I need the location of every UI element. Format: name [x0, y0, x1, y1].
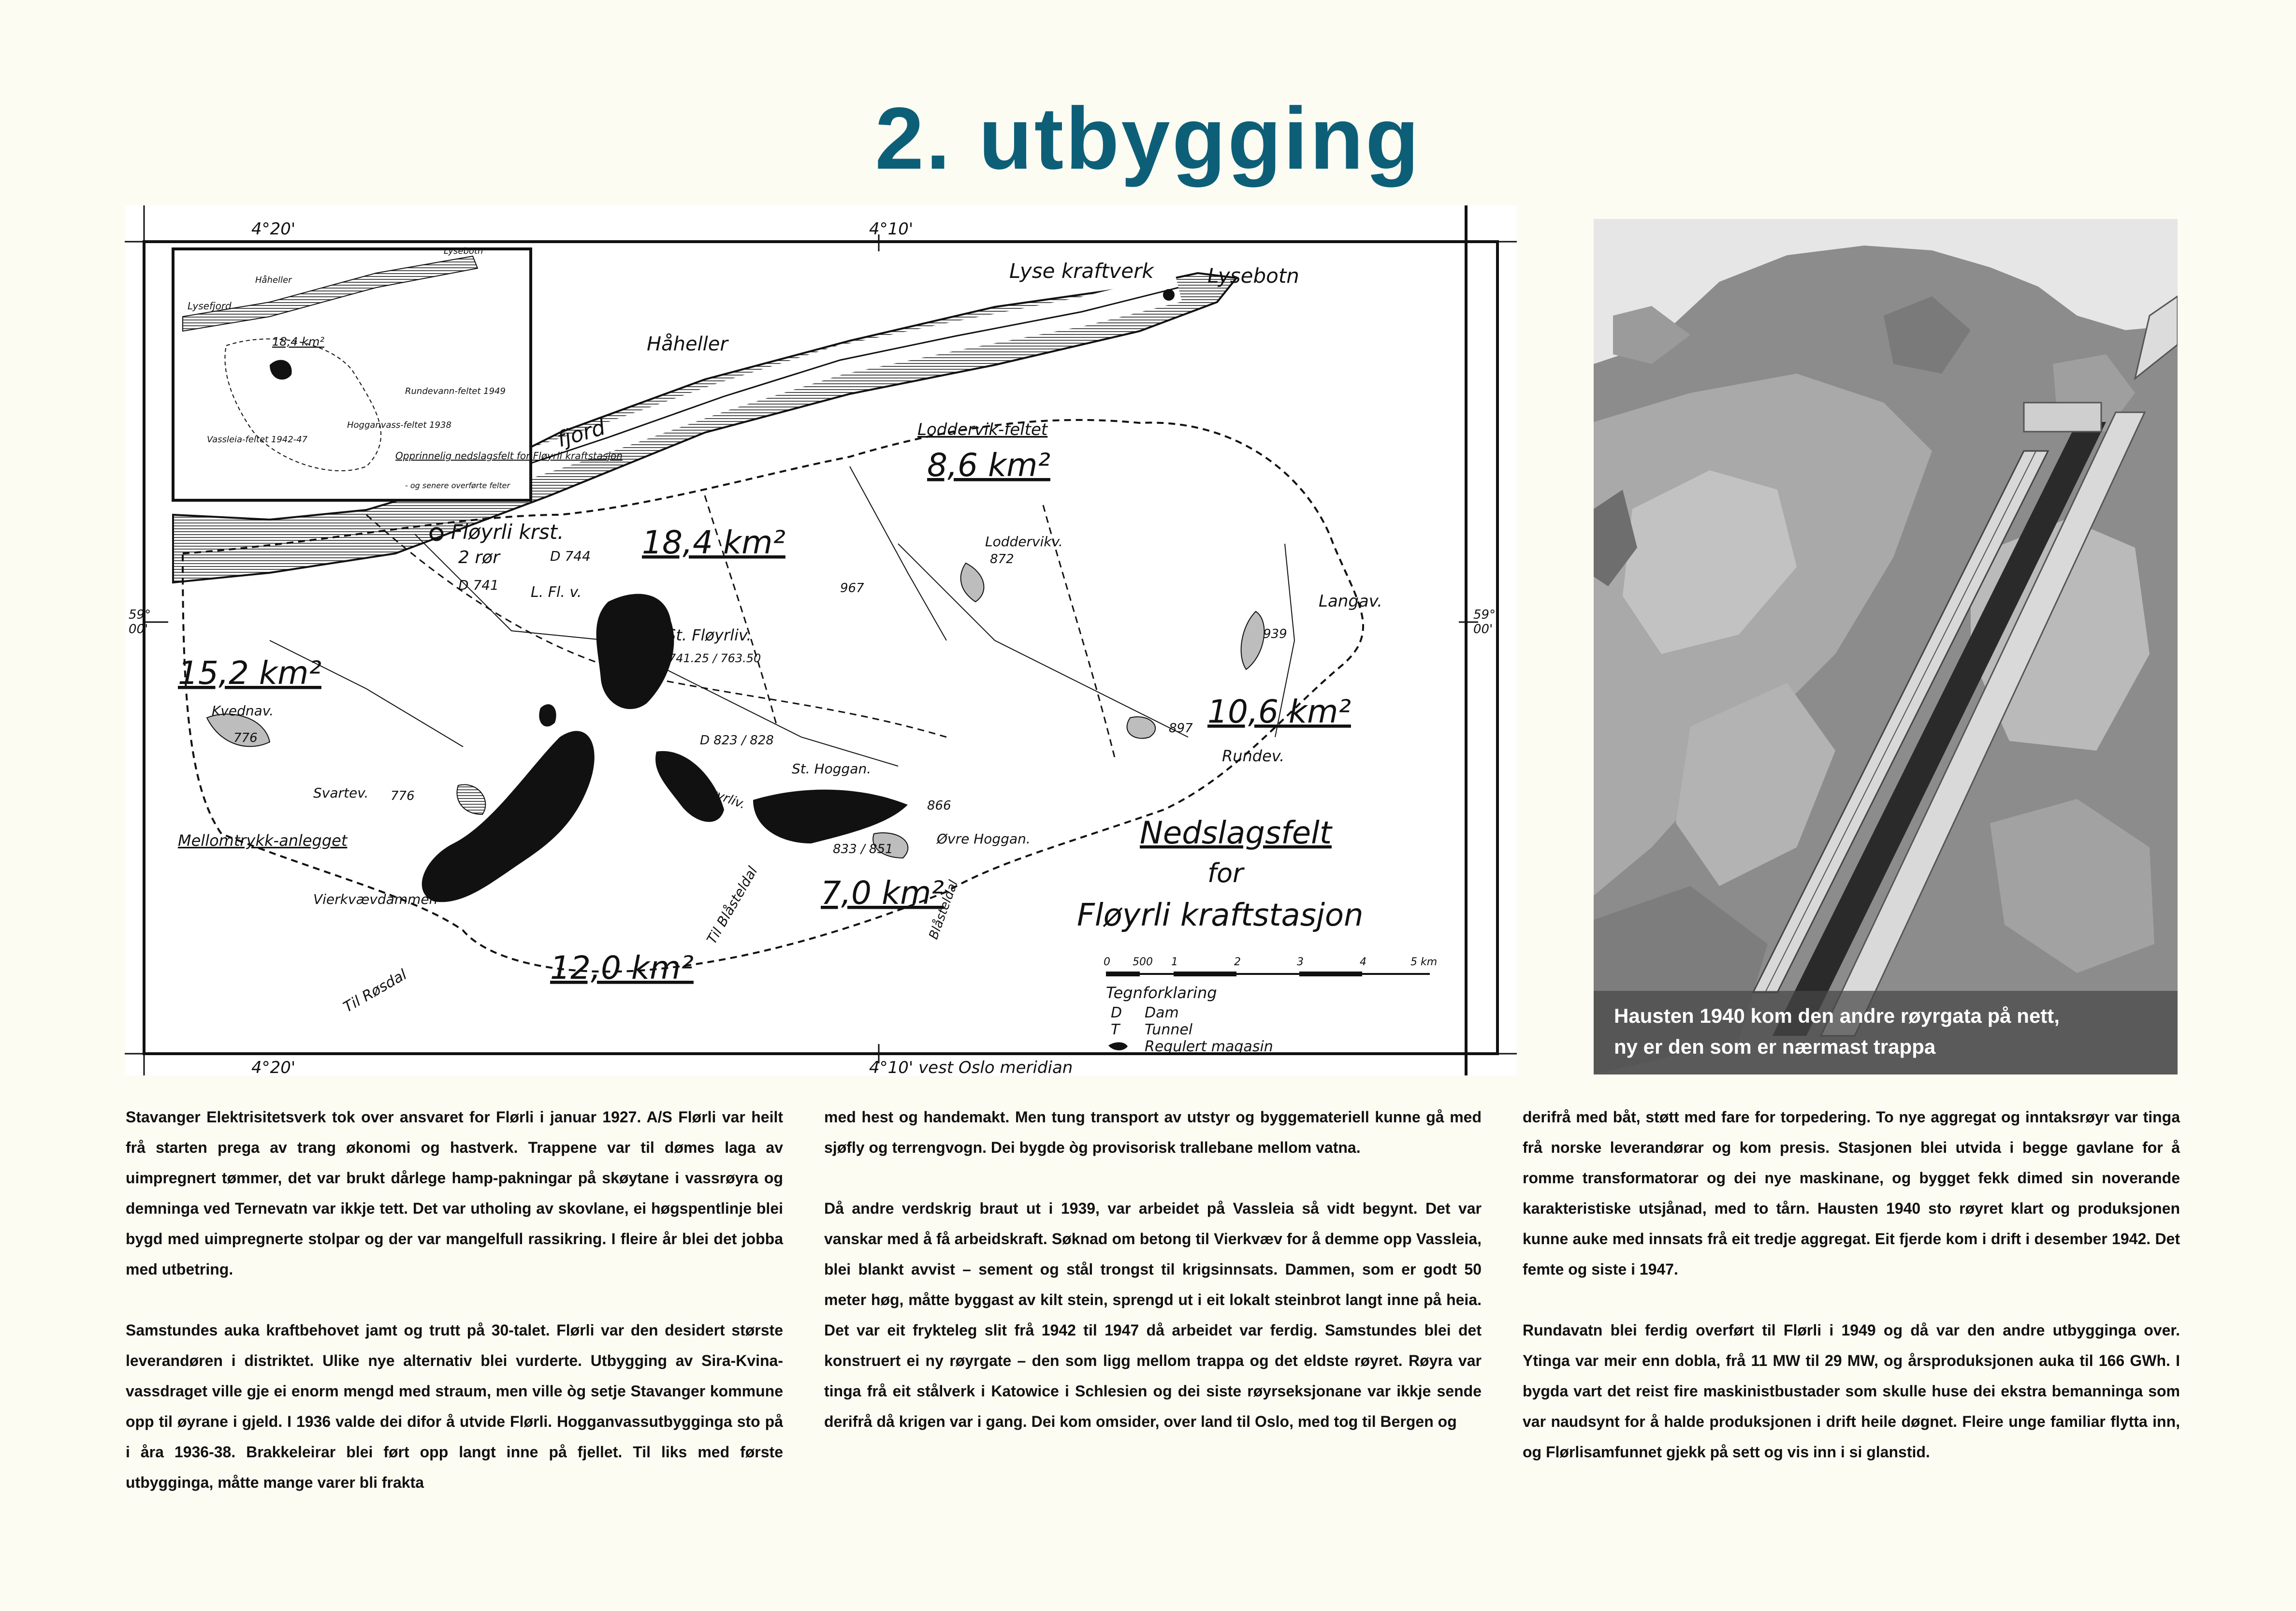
label-lodderviksfeltet: Loddervik-feltet — [917, 420, 1048, 439]
label-st-hoggan: St. Hoggan. — [792, 761, 872, 777]
area-8-6: 8,6 km² — [927, 447, 1050, 484]
label-st-floyrliv-levels: 741.25 / 763.50 — [668, 652, 761, 665]
label-l-fl-v: L. Fl. v. — [531, 584, 582, 601]
paragraph: Stavanger Elektrisitetsverk tok over ansvaret for Flørli i januar 1927. A/S Flørli var heilt frå starten prega av trang økonomi og hastverk. Trappene var til dømes laga av uimpregnert tømmer, det var brukt dårlege hamp-pakningar på skøytane i vassrøyra og demninga ved Ternevatn var ikkje tett. Det var utholing av skovlane, ei høgspentlinje blei bygd med uimpregnerte stolpar og der var mangelfull rassikring. I fleire år blei det jobba med utbetring. — [126, 1108, 783, 1278]
legend-text-dam: Dam — [1145, 1004, 1179, 1021]
area-15-2: 15,2 km² — [178, 654, 321, 692]
page-title: 2. utbygging — [875, 89, 1421, 188]
legend-heading: Tegnforklaring — [1106, 984, 1217, 1002]
inset-label-lysebotn: Lysebotn — [444, 246, 483, 256]
label-ovre-hoggan: Øvre Hoggan. — [937, 831, 1031, 847]
map-legend — [1106, 984, 1273, 1055]
paragraph: Då andre verdskrig braut ut i 1939, var arbeidet på Vassleia så vidt begynt. Det var vanskar med å få arbeidskraft. Søknad om betong til Vierkvæv for å demme opp Vassleia, blei blankt avvist – sement og stål trongst til krigsinnsats. Dammen, som er godt 50 meter høg, måtte byggast av kilt stein, sprengd ut i eit lokalt steinbrot langt inne på heia. Det var eit frykteleg slit frå 1942 til 1947 då arbeidet var ferdig. Samstundes blei det konstruert ei ny røyrgate – den som ligg mellom trappa og det eldste røyret. Røyra var tinga frå eit stålverk i Katowice i Schlesien og dei siste røyrseksjonane var ikkje sende derifrå då krigen var i gang. Dei kom omsider, over land til Oslo, med tog til Bergen og — [824, 1200, 1482, 1430]
paragraph: Rundavatn blei ferdig overført til Flørli i 1949 og då var den andre utbygginga over. Ytinga var meir enn dobla, frå 11 MW til 29 MW, og årsproduksjonen auka til 166 GWh. I bygda vart det reist fire maskinistbustader som skulle huse dei ekstra bemanninga som var naudsynt for å halde produksjonen i drift heile døgnet. Fleire unge familiar flytta inn, og Flørlisamfunnet gjekk på sett og vis inn i si glanstid. — [1523, 1321, 2180, 1461]
label-872: 872 — [990, 552, 1014, 566]
label-vassleia: Vassleia — [516, 787, 552, 835]
label-967: 967 — [840, 581, 864, 595]
inset-label-vassleia: Vassleia-feltet 1942-47 — [207, 435, 308, 445]
label-langav: Langav. — [1319, 592, 1382, 611]
map-title-line2: for — [1207, 858, 1244, 888]
label-til-blasteldal: Til Blåsteldal — [703, 863, 761, 947]
inset-label-haheller: Håheller — [255, 275, 292, 285]
legend-text-tunnel: Tunnel — [1145, 1021, 1193, 1038]
scale-tick-500: 500 — [1133, 956, 1153, 968]
map-title-line3: Fløyrli kraftstasjon — [1077, 898, 1364, 933]
penstock-photo — [1594, 219, 2178, 1074]
paragraph: Samstundes auka kraftbehovet jamt og trutt på 30-talet. Flørli var den desidert største leverandøren i distriktet. Ulike nye alternativ blei vurderte. Utbygging av Sira-Kvina-vassdraget ville gje ei enorm mengd med straum, men ville òg setje Stavanger kommune opp til øyrane i gjeld. I 1936 valde dei difor å utvide Flørli. Hogganvassutbygginga sto på i åra 1936-38. Brakkeleirar blei ført opp langt inne på fjellet. Til liks med første utbygginga, måtte mange varer bli frakta — [126, 1321, 783, 1491]
penstock-photo-illustration — [1594, 219, 2178, 1074]
inset-label-hogganvass: Hogganvass-feltet 1938 — [347, 420, 451, 430]
inset-label-lysefjord: Lysefjord — [188, 300, 232, 312]
label-kvednav: Kvednav. — [212, 703, 274, 719]
inset-label-rundevann: Rundevann-feltet 1949 — [405, 386, 506, 396]
text-column-2 — [824, 1102, 1482, 1467]
area-12-0: 12,0 km² — [550, 949, 694, 987]
label-833: 833 / 851 — [833, 842, 893, 856]
label-floyrli-krst: Fløyrli krst. — [451, 520, 564, 544]
catchment-boundary — [183, 420, 1363, 972]
area-10-6: 10,6 km² — [1207, 693, 1351, 730]
label-939: 939 — [1263, 627, 1287, 641]
map-bottom-label-2: 4°10' vest Oslo meridian — [869, 1058, 1073, 1075]
photo-caption — [1594, 991, 2178, 1074]
scale-tick-3: 3 — [1297, 956, 1304, 968]
label-til-rosdal: Til Røsdal — [340, 966, 410, 1016]
paragraph: derifrå med båt, støtt med fare for torpedering. To nye aggregat og inntaksrøyr var tinga frå norske leverandørar og kom presis. Stasjonen blei utvida i begge gavlane for å romme transformatorar og dei nye maskinane, og bygget fekk dimed sin noverande karakteristiske utsjånad, med to tårn. Hausten 1940 sto røyret klart og produksjonen kunne auke med innsats frå eit tredje aggregat. Eit fjerde kom i drift i desember 1942. Det femte og siste i 1947. — [1523, 1108, 2180, 1278]
label-d744: D 744 — [550, 548, 591, 564]
scale-tick-2: 2 — [1234, 956, 1241, 968]
label-krogav: Krogav. — [473, 838, 524, 854]
map-bottom-label-1: 4°20' — [251, 1058, 296, 1075]
area-18-4: 18,4 km² — [642, 524, 785, 561]
label-lyse-kraftverk: Lyse kraftverk — [1009, 259, 1154, 283]
lat-label-left-1: 59° — [129, 608, 151, 622]
scale-bar — [1104, 956, 1437, 976]
photo-caption-line1: Hausten 1940 kom den andre røyrgata på nett, — [1614, 1004, 2060, 1027]
label-fjord: fjord — [554, 415, 608, 452]
catchment-map — [125, 205, 1517, 1075]
scale-tick-5: 5 km — [1410, 956, 1438, 968]
lat-label-left-2: 00' — [129, 622, 148, 637]
lat-label-right-1: 59° — [1473, 608, 1496, 622]
label-d741: D 741 — [458, 577, 499, 593]
legend-reservoir-icon — [1108, 1042, 1128, 1050]
label-lysebotn: Lysebotn — [1207, 264, 1299, 288]
text-column-3 — [1523, 1102, 2180, 1498]
reservoir-vassleia — [422, 731, 595, 902]
reservoir-st-floyrliv — [596, 594, 674, 709]
label-866: 866 — [927, 798, 951, 813]
inset-label-transferred: - og senere overførte felter — [405, 481, 510, 490]
label-897: 897 — [1169, 721, 1193, 736]
inset-label-area: 18,4 km² — [272, 335, 324, 348]
legend-symbol-d: D — [1111, 1004, 1122, 1021]
legend-symbol-t: T — [1111, 1021, 1120, 1038]
label-2-ror: 2 rør — [458, 548, 500, 567]
label-st-floyrliv: St. Fløyrliv. — [666, 626, 752, 644]
scale-tick-4: 4 — [1360, 956, 1366, 968]
lat-label-right-2: 00' — [1473, 622, 1493, 637]
label-loddervikv: Loddervikv. — [985, 534, 1063, 550]
map-top-label-2: 4°10' — [869, 219, 914, 239]
photo-caption-line2: ny er den som er nærmast trappa — [1614, 1035, 1936, 1058]
paragraph: med hest og handemakt. Men tung transport av utstyr og byggemateriell kunne gå med sjøfly og terrengvogn. Dei bygde òg provisorisk trallebane mellom vatna. — [824, 1108, 1482, 1156]
inset-label-original: Opprinnelig nedslagsfelt for Fløyrli kraftstasjon — [395, 450, 623, 462]
map-title-line1: Nedslagsfelt — [1140, 815, 1332, 851]
label-rundev: Rundev. — [1222, 747, 1285, 765]
label-d823: D 823 / 828 — [700, 733, 774, 748]
label-ovre-floyrliv: Øvre Fløyrliv. — [665, 770, 748, 813]
label-vierkvaevdammen: Vierkvævdammen — [313, 891, 438, 907]
area-7-0: 7,0 km² — [821, 874, 944, 912]
label-mellomtrykk: Mellomtrykk-anlegget — [178, 831, 348, 850]
scale-tick-1: 1 — [1171, 956, 1178, 968]
label-svartev: Svartev. — [313, 785, 369, 801]
legend-text-magasin: Regulert magasin — [1145, 1038, 1273, 1055]
label-776a: 776 — [233, 731, 258, 745]
label-haheller: Håheller — [647, 333, 728, 355]
scale-tick-0: 0 — [1104, 956, 1110, 968]
label-776b: 776 — [391, 789, 415, 803]
text-column-1 — [126, 1102, 783, 1528]
map-top-label-1: 4°20' — [251, 219, 296, 239]
label-blasteldal: Blåsteldal — [926, 878, 961, 942]
